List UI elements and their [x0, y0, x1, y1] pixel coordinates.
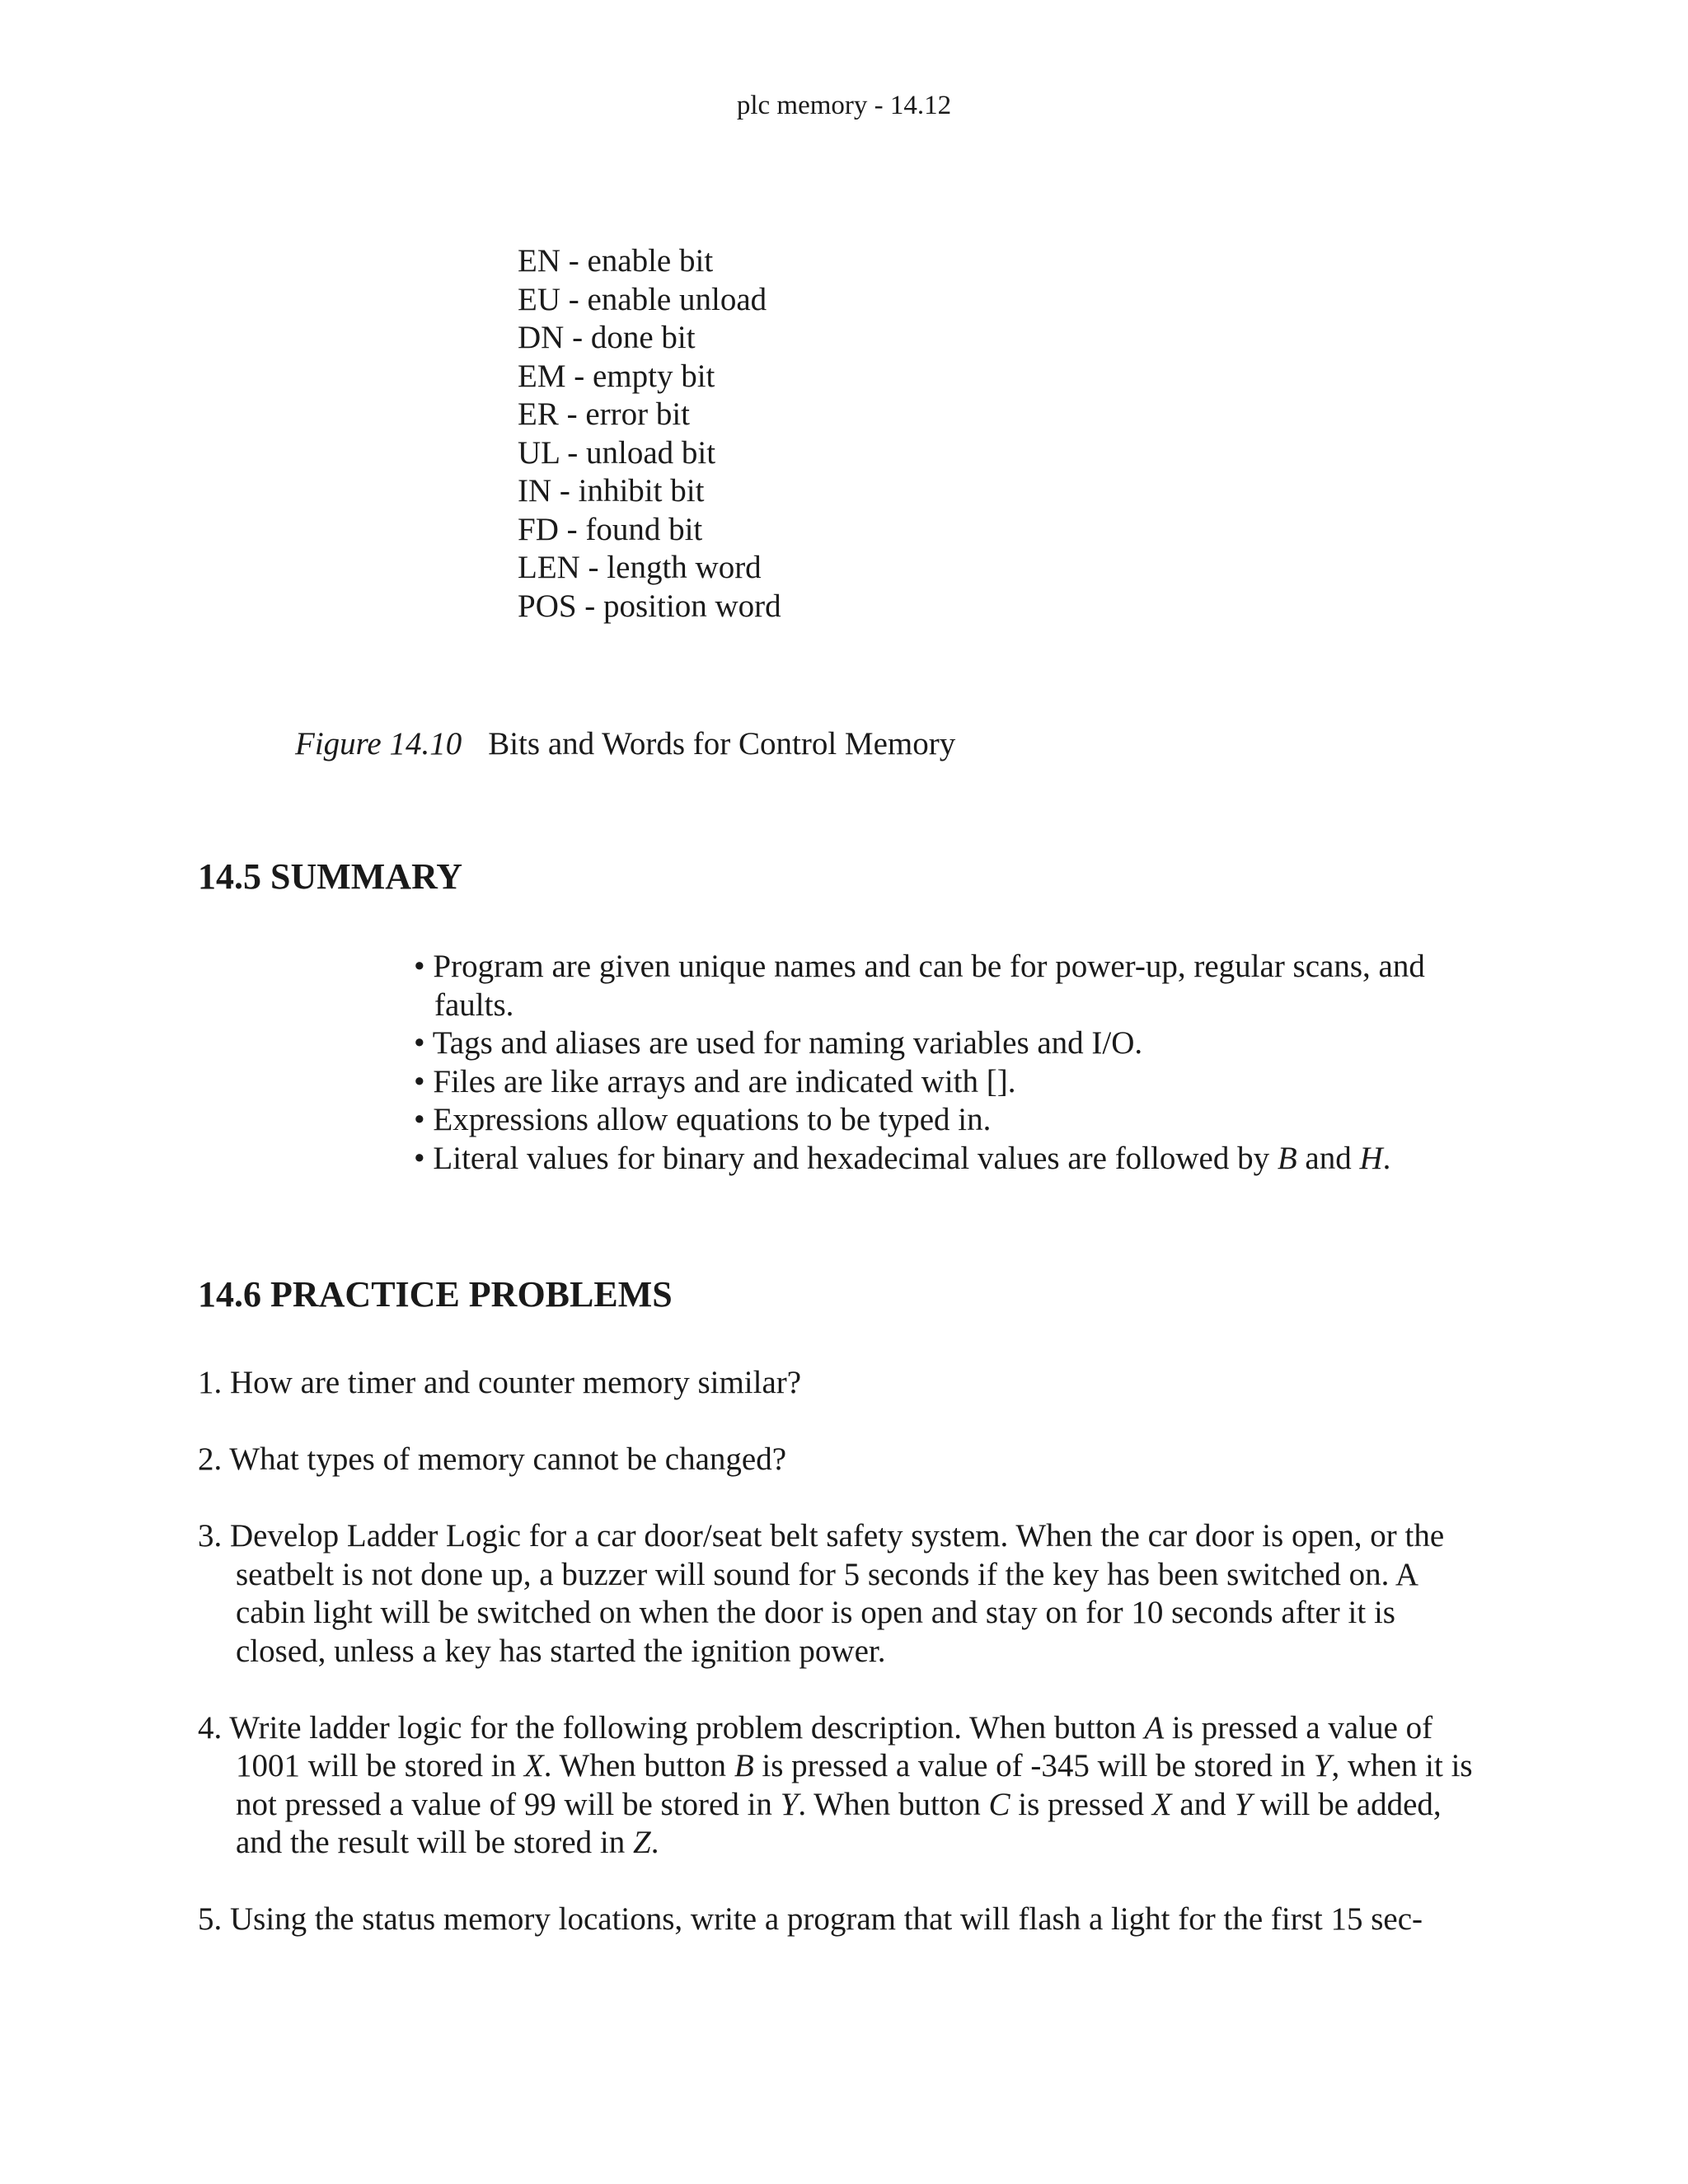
bit-item-er: ER - error bit — [518, 396, 691, 432]
bit-item-in: IN - inhibit bit — [518, 473, 705, 509]
bit-item-em: EM - empty bit — [518, 358, 715, 394]
variable-a: A — [1144, 1709, 1165, 1746]
figure-number: Figure 14.10 — [295, 726, 462, 762]
problem-4-text: . When button — [543, 1748, 734, 1783]
period: . — [1382, 1140, 1391, 1176]
figure-caption-text: Bits and Words for Control Memory — [488, 726, 956, 762]
summary-item — [392, 948, 1464, 1024]
bit-item-eu: EU - enable unload — [518, 281, 767, 317]
bullet: • — [414, 1063, 425, 1099]
summary-item — [392, 1101, 1464, 1140]
problem-4-text: will be added, and the result will be stored in — [236, 1786, 1442, 1860]
conjunction: and — [1296, 1140, 1360, 1176]
variable-z: Z — [632, 1825, 651, 1860]
practice-problems-list — [198, 1364, 1484, 1977]
summary-item — [392, 1140, 1464, 1179]
problem-4-text: , when it is not pressed a value of 99 will be stored in — [236, 1748, 1473, 1822]
control-bits-list — [518, 242, 781, 626]
summary-list — [392, 948, 1464, 1178]
problem-2: 2. What types of memory cannot be changed? — [198, 1441, 787, 1477]
practice-problems-heading: 14.6 PRACTICE PROBLEMS — [198, 1274, 673, 1315]
variable-y: Y — [780, 1786, 799, 1822]
bullet: • — [414, 1025, 425, 1061]
problem-4-text: is pressed a value of -345 will be stored in — [753, 1748, 1314, 1783]
figure-caption — [295, 725, 955, 762]
summary-item-text: Files are like arrays and are indicated with []. — [433, 1063, 1016, 1099]
variable-b: B — [734, 1748, 754, 1783]
bit-item-en: EN - enable bit — [518, 243, 714, 279]
bit-item-fd: FD - found bit — [518, 511, 703, 547]
bullet: • — [414, 1140, 425, 1176]
summary-item-text: Program are given unique names and can be for power-up, regular scans, and faults. — [433, 949, 1425, 1023]
problem-4-text: 4. Write ladder logic for the following problem description. When button — [198, 1709, 1145, 1746]
running-header: plc memory - 14.12 — [736, 91, 952, 120]
bit-item-dn: DN - done bit — [518, 320, 696, 355]
word-item-pos: POS - position word — [518, 588, 781, 624]
summary-item — [392, 1024, 1464, 1063]
problem-5: 5. Using the status memory locations, write a program that will flash a light for the first 15 sec- — [198, 1901, 1423, 1937]
problem-1: 1. How are timer and counter memory similar? — [198, 1365, 802, 1400]
problem-3: 3. Develop Ladder Logic for a car door/seat belt safety system. When the car door is open, or the seatbelt is not done up, a buzzer will sound for 5 seconds if the key has been switched on. A cabin light will be switched on when the door is open and stay on for 10 seconds after it is closed, unless a key has started the ignition power. — [198, 1518, 1445, 1669]
word-item-len: LEN - length word — [518, 550, 762, 585]
problem-4-text: . When button — [798, 1786, 989, 1822]
variable-h: H — [1359, 1140, 1383, 1176]
variable-y: Y — [1313, 1748, 1332, 1783]
problem-4-text: is pressed a value of 1001 will be stored in — [236, 1709, 1433, 1783]
problem-4-text: . — [650, 1825, 659, 1860]
variable-c: C — [988, 1786, 1010, 1822]
summary-item-text: Literal values for binary and hexadecimal values are followed by — [433, 1140, 1278, 1176]
summary-item-text: Tags and aliases are used for naming variables and I/O. — [432, 1025, 1143, 1061]
variable-b: B — [1277, 1140, 1297, 1176]
variable-x: X — [523, 1748, 544, 1783]
problem-4-text: is pressed — [1010, 1786, 1152, 1822]
variable-y: Y — [1234, 1786, 1253, 1822]
problem-4 — [198, 1709, 1484, 1863]
bit-item-ul: UL - unload bit — [518, 434, 716, 471]
bullet: • — [414, 1102, 425, 1137]
summary-heading: 14.5 SUMMARY — [198, 856, 463, 897]
variable-x: X — [1151, 1786, 1172, 1822]
problem-4-text: and — [1171, 1786, 1235, 1822]
bullet: • — [414, 949, 425, 984]
summary-item-text: Expressions allow equations to be typed in. — [433, 1102, 992, 1137]
summary-item — [392, 1063, 1464, 1102]
